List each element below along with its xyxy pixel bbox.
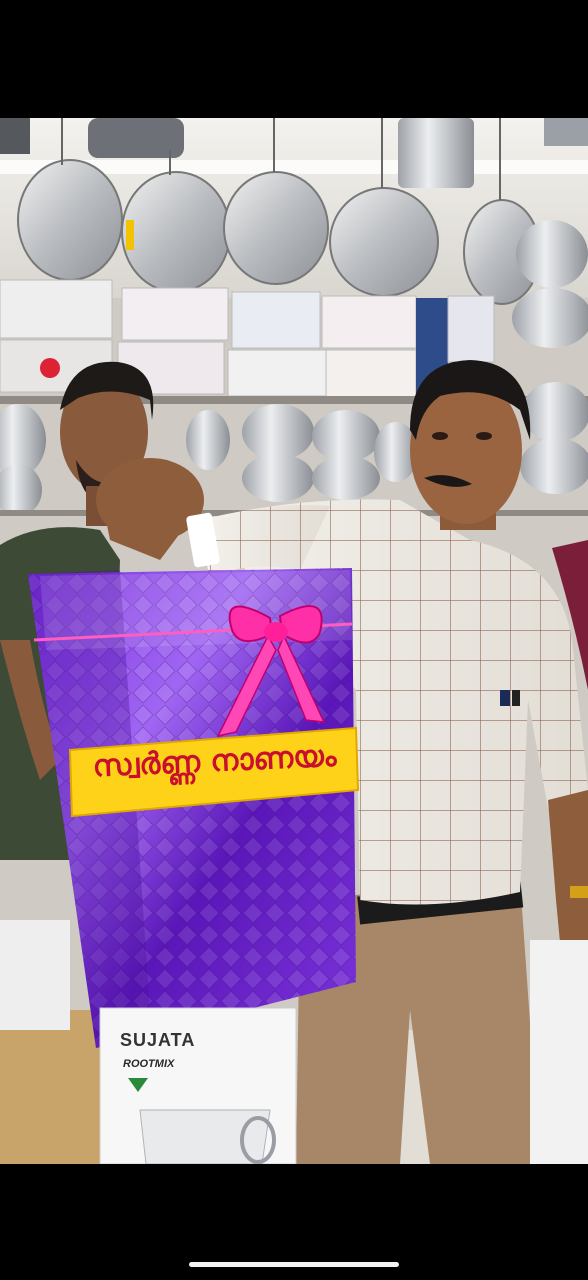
- photo-scene: [0, 118, 588, 1164]
- home-indicator[interactable]: [189, 1262, 399, 1267]
- white-bag: [0, 920, 70, 1030]
- product-model-label: ROOTMIX: [123, 1058, 175, 1070]
- third-person-dhoti: [530, 940, 588, 1164]
- story-photo: [0, 118, 588, 1164]
- product-brand-label: SUJATA: [120, 1030, 196, 1050]
- box-label-text: സ്വർണ്ണ നാണയം: [91, 738, 338, 784]
- counter-floor: [0, 1010, 110, 1164]
